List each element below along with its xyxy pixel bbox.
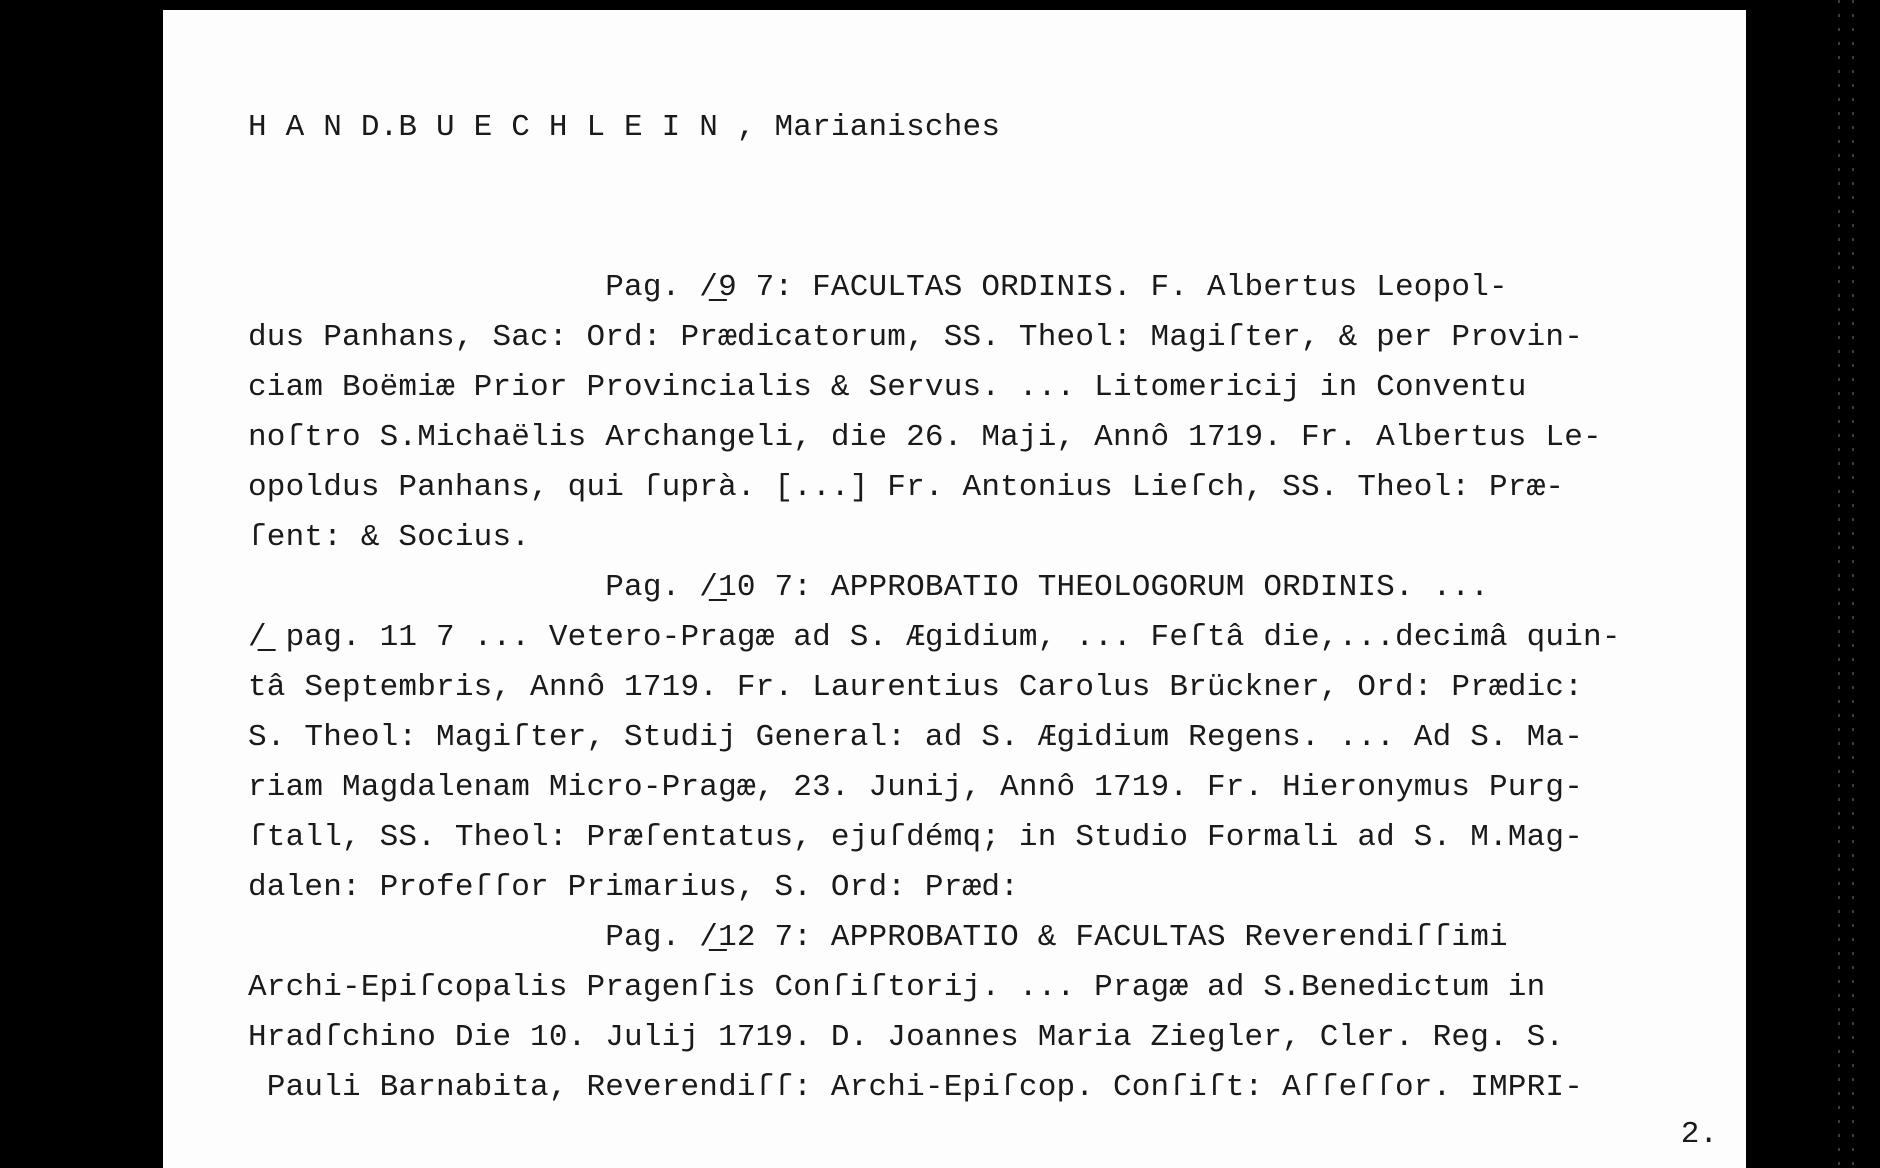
card-text-line: Pauli Barnabita, Reverendiſſ: Archi-Epiſcop. Conſiſt: Aſſeſſor. IMPRI- — [248, 1070, 1584, 1105]
card-text-line: Pag. /̲9 7: FACULTAS ORDINIS. F. Albertus Leopol- — [248, 270, 1508, 305]
card-heading: H A N D.B U E C H L E I N , Marianisches — [248, 110, 1001, 145]
card-text-line: riam Magdalenam Micro-Pragæ, 23. Junij, Annô 1719. Fr. Hieronymus Purg- — [248, 770, 1584, 805]
card-text-line: ſtall, SS. Theol: Præſentatus, ejuſdémq; in Studio Formali ad S. M.Mag- — [248, 820, 1584, 855]
card-text-line: ciam Boëmiæ Prior Provincialis & Servus. ... Litomericij in Conventu — [248, 370, 1527, 405]
card-text-line: noſtro S.Michaëlis Archangeli, die 26. Maji, Annô 1719. Fr. Albertus Le- — [248, 420, 1602, 455]
card-text-line: S. Theol: Magiſter, Studij General: ad S. Ægidium Regens. ... Ad S. Ma- — [248, 720, 1584, 755]
card-text-line: /̲ pag. 11 7 ... Vetero-Pragæ ad S. Ægidium, ... Feſtâ die,...decimâ quin- — [248, 620, 1621, 655]
card-text-line: Pag. /̲10 7: APPROBATIO THEOLOGORUM ORDINIS. ... — [248, 570, 1489, 605]
catalog-card — [163, 10, 1746, 1168]
card-text-line: Archi-Epiſcopalis Pragenſis Conſiſtorij. ... Pragæ ad S.Benedictum in — [248, 970, 1546, 1005]
card-text-line: Pag. /̲12 7: APPROBATIO & FACULTAS Reverendiſſimi — [248, 920, 1508, 955]
scan-edge-dots — [1838, 0, 1840, 1168]
card-page-number: 2. — [1680, 1117, 1718, 1152]
card-text-line: dus Panhans, Sac: Ord: Prædicatorum, SS. Theol: Magiſter, & per Provin- — [248, 320, 1584, 355]
scan-edge-dots — [1852, 0, 1854, 1168]
card-text-line: opoldus Panhans, qui ſuprà. [...] Fr. Antonius Lieſch, SS. Theol: Præ- — [248, 470, 1565, 505]
card-text-line: tâ Septembris, Annô 1719. Fr. Laurentius Carolus Brückner, Ord: Prædic: — [248, 670, 1584, 705]
card-text-line: dalen: Profeſſor Primarius, S. Ord: Præd: — [248, 870, 1019, 905]
card-text-line: ſent: & Socius. — [248, 520, 531, 555]
card-text-line: Hradſchino Die 10. Julij 1719. D. Joannes Maria Ziegler, Cler. Reg. S. — [248, 1020, 1565, 1055]
